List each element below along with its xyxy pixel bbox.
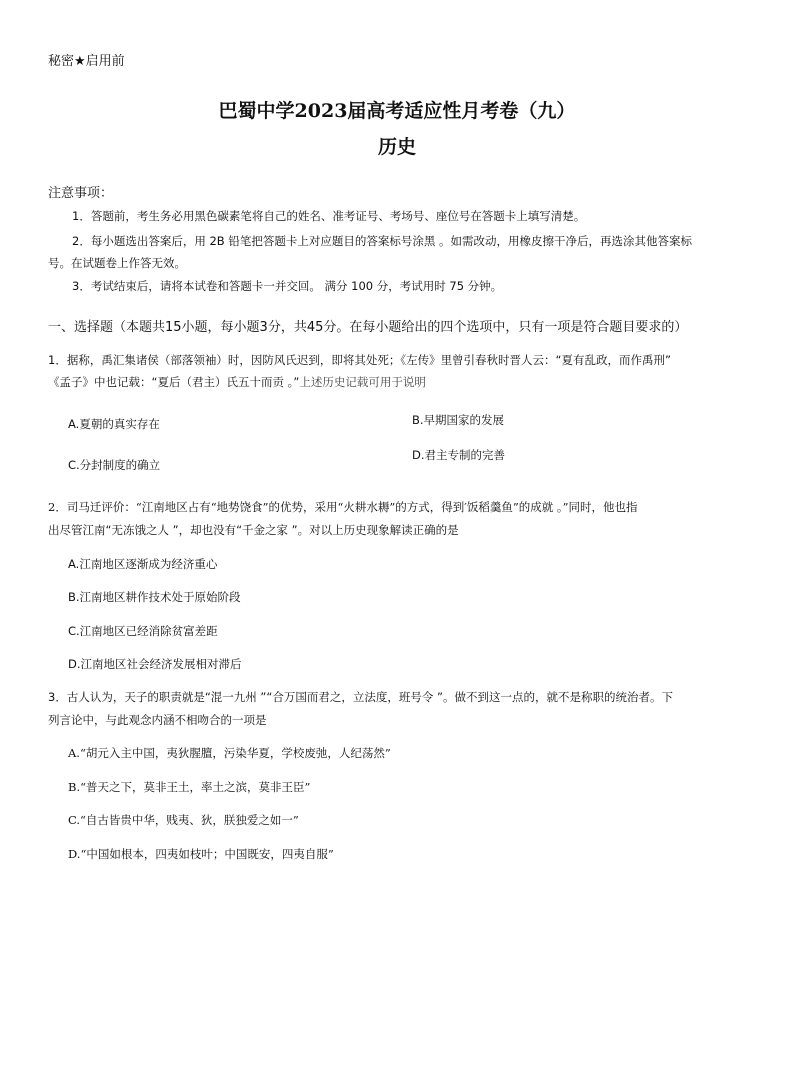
q3-option-c[interactable]: C.“自古皆贵中华，贱夷、狄，朕独爱之如一” [68,813,299,827]
q1-option-c[interactable]: C.分封制度的确立 [68,458,161,472]
q1-option-b[interactable]: B.早期国家的发展 [412,413,505,427]
note-1: 1．答题前，考生务必用黑色碳素笔将自己的姓名、准考证号、考场号、座位号在答题卡上填写清楚。 [72,209,586,223]
exam-title: 巴蜀中学2023届高考适应性月考卷（九） [218,100,576,122]
section-heading: 一、选择题（本题共15小题，每小题3分，共45分。在每小题给出的四个选项中，只有一项是符合题目要求的） [48,320,688,335]
question-1-stem: 1．据称，禹汇集诸侯（部落领袖）时，因防风氏迟到，即将其处死；《左传》里曾引春秋时晋人云：“夏有乱政，而作禹刑” [48,353,671,367]
question-2-stem [48,499,637,515]
q3-option-d[interactable]: D.“中国如根本，四夷如枝叶；中国既安，四夷自服” [68,847,334,861]
q2-option-a[interactable]: A.江南地区逐渐成为经济重心 [68,557,218,571]
q2-option-c[interactable]: C.江南地区已经消除贫富差距 [68,624,218,638]
notes-heading: 注意事项： [48,186,114,201]
note-3: 3．考试结束后，请将本试卷和答题卡一并交回。 满分 100 分，考试用时 75 分钟。 [72,279,503,293]
q1-option-d[interactable]: D.君主专制的完善 [412,448,506,462]
q3-option-b[interactable]: B.“普天之下，莫非王土，率土之滨，莫非王臣” [68,780,311,794]
q2-option-b[interactable]: B.江南地区耕作技术处于原始阶段 [68,590,241,604]
note-2: 2．每小题选出答案后，用 2B 铅笔把答题卡上对应题目的答案标号涂黑 。如需改动，用橡皮擦干净后，再选涂其他答案标 [72,234,692,248]
subject-title: 历史 [377,136,416,158]
question-1-quote: 《孟子》中也记载：“夏后（君主）氏五十而贡 。” [48,375,300,389]
note-2-cont: 号。在试题卷上作答无效。 [48,256,186,270]
question-1-stem-2 [48,374,426,390]
question-3-stem: 3．古人认为，天子的职责就是“混一九州 ”“合万国而君之，立法度，班号令 ”。做不到这一点的，就不是称职的统治者。下 [48,690,673,704]
question-3-stem-2: 列言论中，与此观念内涵不相吻合的一项是 [48,713,267,727]
q2-option-d[interactable]: D.江南地区社会经济发展相对滞后 [68,657,242,671]
question-1-prompt: 上述历史记载可用于说明 [299,375,426,389]
confidential-label: 秘密★启用前 [48,54,125,69]
q3-option-a[interactable]: A.“胡元入主中国，夷狄腥膻，污染华夏，学校废弛，人纪荡然” [68,746,391,760]
question-2-stem-line1: 2．司马迁评价：“江南地区占有“地势饶食”的优势，采用“火耕水耨”的方式，得到′饭稻羹鱼”的成就 。”同时，他也指 [48,500,638,514]
question-2-stem-2: 出尽管江南“无冻饿之人 ”，却也没有“千金之家 ”。对以上历史现象解读正确的是 [48,523,459,537]
q1-option-a[interactable]: A.夏朝的真实存在 [68,417,160,431]
